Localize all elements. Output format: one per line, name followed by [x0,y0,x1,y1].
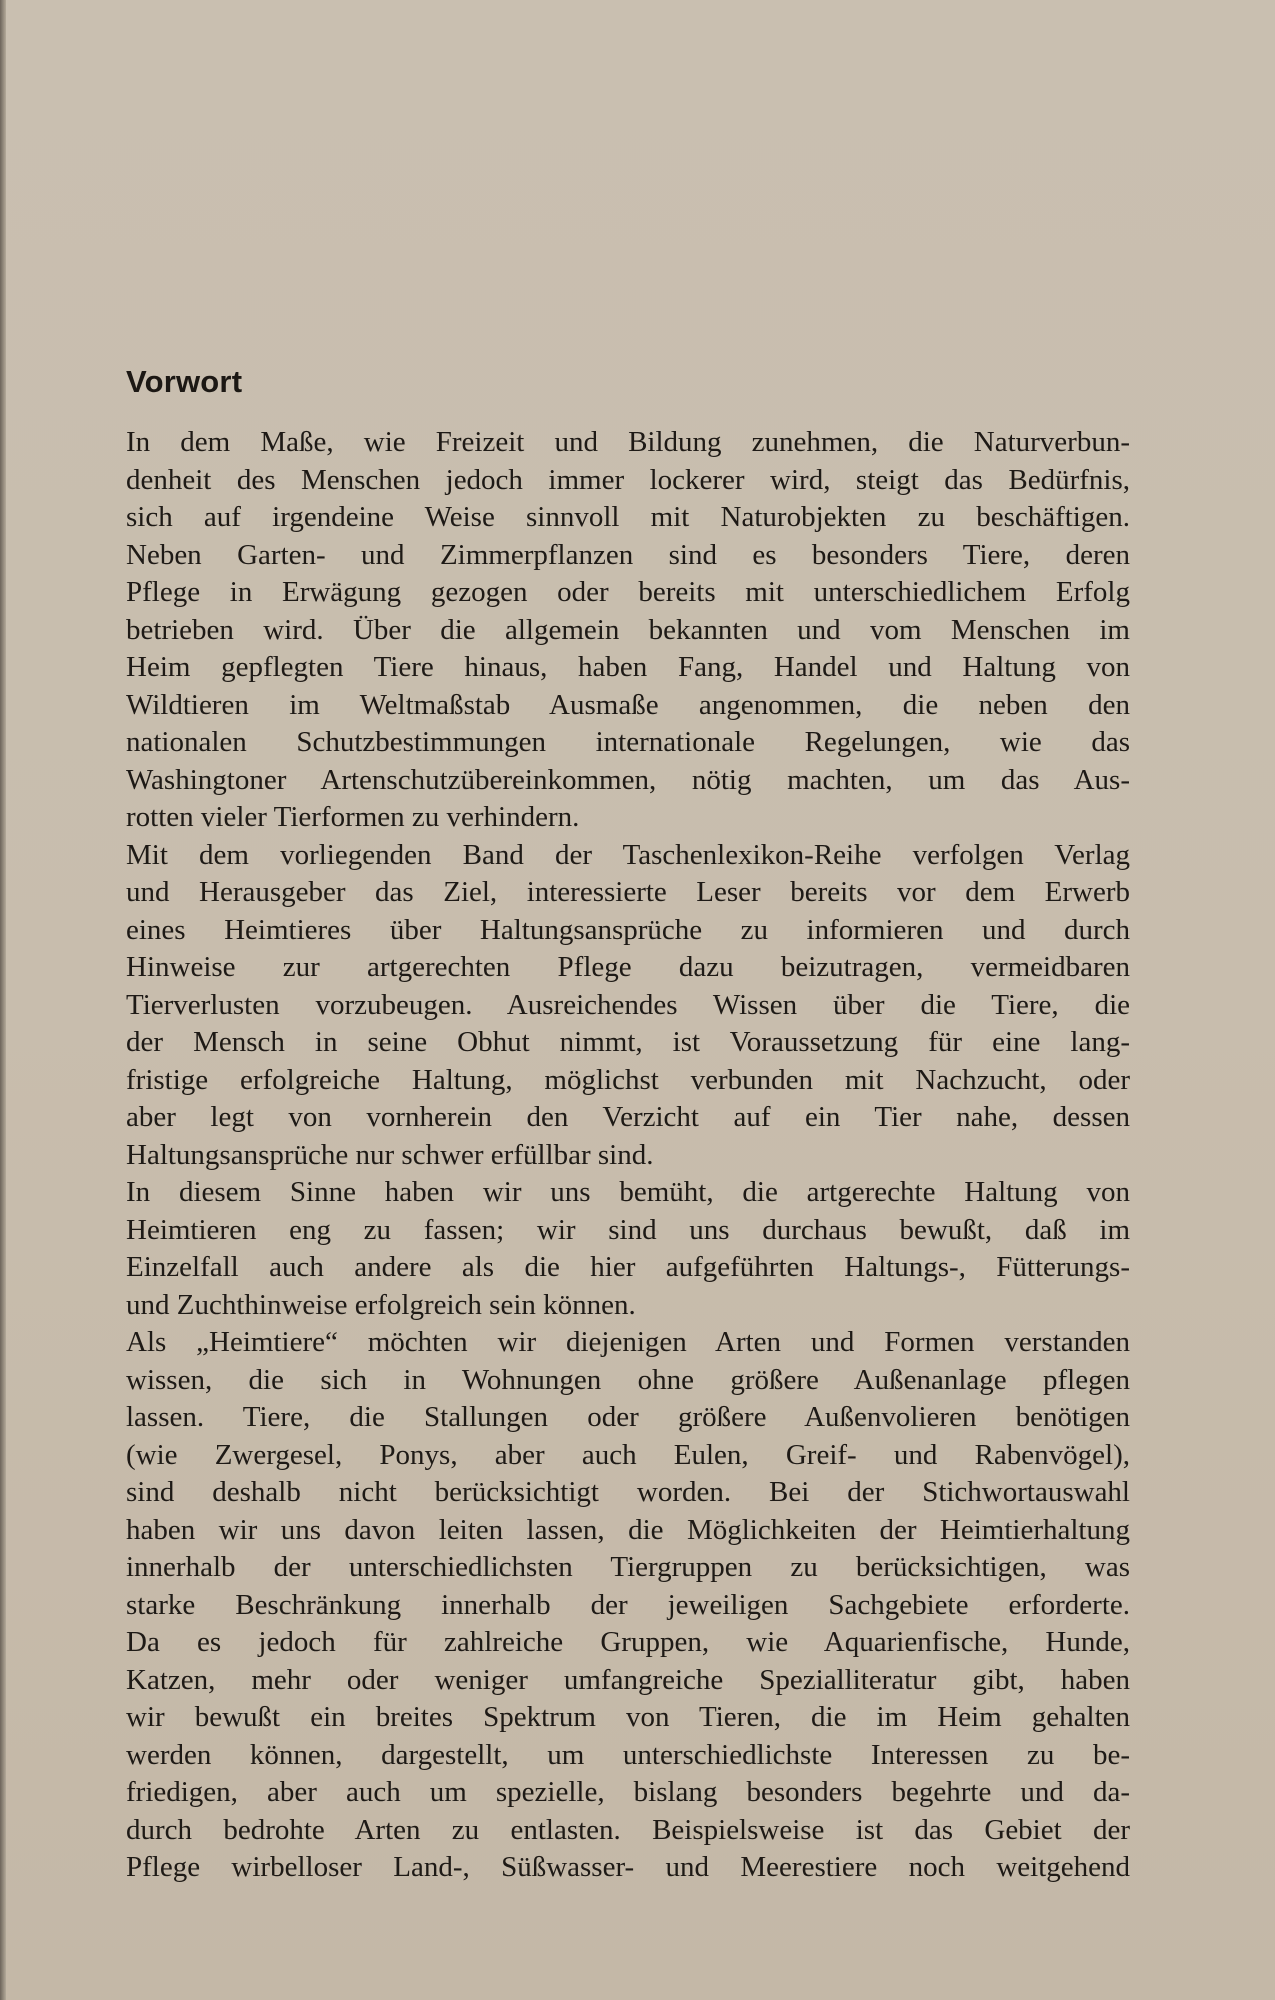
paragraph [126,1174,1130,1324]
text-line: wissen, die sich in Wohnungen ohne größere Außenanlage pflegen [126,1363,1130,1396]
text-line: starke Beschränkung innerhalb der jeweiligen Sachgebiete erforderte. [126,1588,1130,1621]
text-line: durch bedrohte Arten zu entlasten. Beispielsweise ist das Gebiet der [126,1813,1130,1846]
text-line: Pflege in Erwägung gezogen oder bereits mit unterschiedlichem Erfolg [126,576,1130,608]
text-line: fristige erfolgreiche Haltung, möglichst verbunden mit Nachzucht, oder [126,1063,1130,1096]
text-line: der Mensch in seine Obhut nimmt, ist Voraussetzung für eine lang- [126,1026,1130,1058]
text-line: eines Heimtieres über Haltungsansprüche zu informieren und durch [126,913,1130,946]
text-line: Pflege wirbelloser Land-, Süßwasser- und Meerestiere noch weitgehend [126,1851,1130,1883]
text-line: Als „Heimtiere“ möchten wir diejenigen Arten und Formen verstanden [126,1326,1130,1358]
text-line: nationalen Schutzbestimmungen internationale Regelungen, wie das [126,726,1130,758]
text-line: Washingtoner Artenschutzübereinkommen, nötig machten, um das Aus- [126,763,1130,796]
text-line: und Herausgeber das Ziel, interessierte Leser bereits vor dem Erwerb [126,876,1130,908]
text-line: Tierverlusten vorzubeugen. Ausreichendes Wissen über die Tiere, die [126,988,1130,1021]
text-line: werden können, dargestellt, um unterschiedlichste Interessen zu be- [126,1738,1130,1771]
text-line: Haltungsansprüche nur schwer erfüllbar sind. [126,1138,654,1171]
text-line: aber legt von vornherein den Verzicht auf ein Tier nahe, dessen [126,1101,1130,1133]
text-line: (wie Zwergesel, Ponys, aber auch Eulen, Greif- und Rabenvögel), [126,1438,1130,1471]
paragraph [126,424,1130,837]
text-line: Heim gepflegten Tiere hinaus, haben Fang, Handel und Haltung von [126,651,1130,683]
text-line: Hinweise zur artgerechten Pflege dazu beizutragen, vermeidbaren [126,951,1130,983]
text-line: denheit des Menschen jedoch immer lockerer wird, steigt das Bedürfnis, [126,463,1130,496]
text-line: Da es jedoch für zahlreiche Gruppen, wie Aquarienfische, Hunde, [126,1626,1130,1658]
text-line: und Zuchthinweise erfolgreich sein können. [126,1288,636,1321]
text-line: sich auf irgendeine Weise sinnvoll mit Naturobjekten zu beschäftigen. [126,501,1130,533]
text-line: rotten vieler Tierformen zu verhindern. [126,801,580,833]
text-line: wir bewußt ein breites Spektrum von Tieren, die im Heim gehalten [126,1701,1130,1733]
body-text [126,424,1130,1887]
text-line: innerhalb der unterschiedlichsten Tiergruppen zu berücksichtigen, was [126,1551,1130,1583]
text-line: lassen. Tiere, die Stallungen oder größere Außenvolieren benötigen [126,1401,1130,1433]
text-line: Katzen, mehr oder weniger umfangreiche Spezialliteratur gibt, haben [126,1663,1130,1696]
page-edge-shadow [0,0,6,2000]
text-line: haben wir uns davon leiten lassen, die Möglichkeiten der Heimtierhaltung [126,1513,1130,1546]
text-line: In dem Maße, wie Freizeit und Bildung zunehmen, die Naturverbun- [126,426,1130,458]
text-line: betrieben wird. Über die allgemein bekannten und vom Menschen im [126,613,1130,646]
text-line: friedigen, aber auch um spezielle, bislang besonders begehrte und da- [126,1776,1130,1808]
text-line: Neben Garten- und Zimmerpflanzen sind es besonders Tiere, deren [126,538,1130,571]
page-heading: Vorwort [126,364,243,399]
paragraph [126,837,1130,1175]
text-line: Mit dem vorliegenden Band der Taschenlexikon-Reihe verfolgen Verlag [126,838,1130,871]
text-line: Wildtieren im Weltmaßstab Ausmaße angenommen, die neben den [126,688,1130,721]
text-line: In diesem Sinne haben wir uns bemüht, die artgerechte Haltung von [126,1176,1130,1208]
text-line: Heimtieren eng zu fassen; wir sind uns durchaus bewußt, daß im [126,1213,1130,1246]
text-line: sind deshalb nicht berücksichtigt worden. Bei der Stichwortauswahl [126,1476,1130,1508]
text-line: Einzelfall auch andere als die hier aufgeführten Haltungs-, Fütterungs- [126,1251,1130,1283]
paragraph [126,1324,1130,1887]
